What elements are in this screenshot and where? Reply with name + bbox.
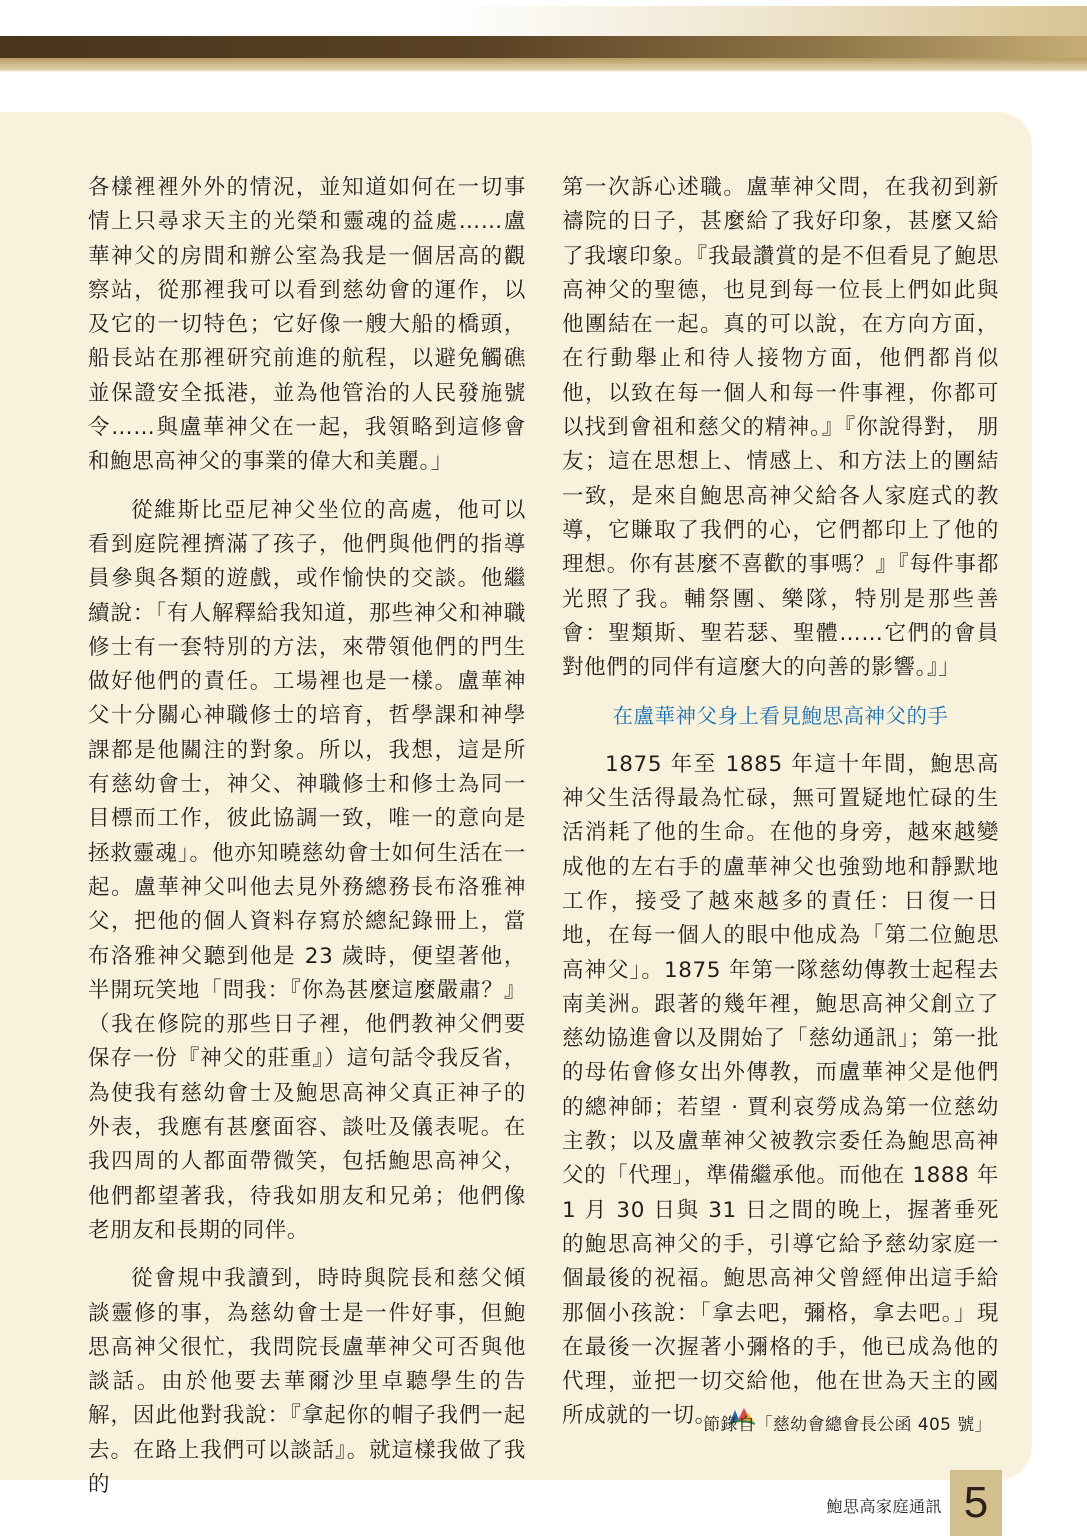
header-band-light <box>0 6 1087 36</box>
header-band-dark <box>0 36 1087 58</box>
left-paragraph-2: 從維斯比亞尼神父坐位的高處，他可以看到庭院裡擠滿了孩子，他們與他們的指導員參與各類的遊戲，或作愉快的交談。他繼續說：「有人解釋給我知道，那些神父和神職修士有一套特別的方法，來帶領他們的門生做好他們的責任。工場裡也是一樣。盧華神父十分關心神職修士的培育，哲學課和神學課都是他關注的對象。所以，我想，這是所有慈幼會士，神父、神職修士和修士為同一目標而工作，彼此協調一致，唯一的意向是拯救靈魂」。他亦知曉慈幼會士如何生活在一起。盧華神父叫他去見外務總務長布洛雅神父，把他的個人資料存寫於總紀錄冊上，當布洛雅神父聽到他是 23 歲時，便望著他，半開玩笑地「問我：『你為甚麼這麼嚴肅？』（我在修院的那些日子裡，他們教神父們要保存一份『神父的莊重』）這句話令我反省，為使我有慈幼會士及鮑思高神父真正神子的外表，我應有甚麼面容、談吐及儀表呢。在我四周的人都面帶微笑，包括鮑思高神父，他們都望著我，待我如朋友和兄弟；他們像老朋友和長期的同伴。 <box>88 497 526 1243</box>
right-paragraph-2 <box>562 748 999 1434</box>
publication-title: 鮑思高家庭通訊 <box>826 1497 942 1516</box>
left-paragraph-3: 從會規中我讀到，時時與院長和慈父傾談靈修的事，為慈幼會士是一件好事，但鮑思高神父很忙，我問院長盧華神父可否與他談話。由於他要去華爾沙里卓聽學生的告解，因此他對我說：『拿起你的帽子我們一起去。在路上我們可以談話』。就這樣我做了我的 <box>88 1266 526 1497</box>
source-note: 節錄自「慈幼會總會長公函 405 號」 <box>703 1415 992 1435</box>
right-paragraph-1: 第一次訴心述職。盧華神父問，在我初到新禱院的日子，甚麼給了我好印象，甚麼又給了我壞印象。『我最讚賞的是不但看見了鮑思高神父的聖德，也見到每一位長上們如此與他團結在一起。真的可以說，在方向方面，在行動舉止和待人接物方面，他們都肖似他，以致在每一個人和每一件事裡，你都可以找到會祖和慈父的精神。』『你說得對， 朋友；這在思想上、情感上、和方法上的團結一致，是來自鮑思高神父給各人家庭式的教導，它賺取了我們的心，它們都印上了他的理想。你有甚麼不喜歡的事嗎？』『每件事都光照了我。輔祭團、樂隊，特別是那些善會：聖類斯、聖若瑟、聖體……它們的會員對他們的同伴有這麼大的向善的影響。』」 <box>562 175 999 681</box>
right-column <box>562 171 999 1434</box>
header-band <box>0 0 1087 72</box>
left-paragraph-1: 各樣裡裡外外的情況，並知道如何在一切事情上只尋求天主的光榮和靈魂的益處……盧華神父的房間和辦公室為我是一個居高的觀察站，從那裡我可以看到慈幼會的運作，以及它的一切特色；它好像一艘大船的橋頭，船長站在那裡研究前進的航程，以避免觸礁並保證安全抵港，並為他管治的人民發施號令……與盧華神父在一起，我領略到這修會和鮑思高神父的事業的偉大和美麗。」 <box>88 175 526 475</box>
right-paragraph-2-text: 1875 年至 1885 年這十年間，鮑思高神父生活得最為忙碌，無可置疑地忙碌的生活消耗了他的生命。在他的身旁，越來越變成他的左右手的盧華神父也強勁地和靜默地工作，接受了越來越多的責任：日復一日地，在每一個人的眼中他成為「第二位鮑思高神父」。1875 年第一隊慈幼傳教士起程去南美洲。跟著的幾年裡，鮑思高神父創立了慈幼協進會以及開始了「慈幼通訊」；第一批的母佑會修女出外傳教，而盧華神父是他們的總神師；若望 · 賈利哀勞成為第一位慈幼主教；以及盧華神父被教宗委任為鮑思高神父的「代理」，準備繼承他。而他在 1888 年 1 月 30 日與 31 日之間的晚上，握著垂死的鮑思高神父的手，引導它給予慈幼家庭一個最後的祝福。鮑思高神父曾經伸出這手給那個小孩說：「拿去吧，彌格，拿去吧。」現在最後一次握著小彌格的手，他已成為他的代理，並把一切交給他，他在世為天主的國所成就的一切。 <box>562 751 999 1429</box>
left-column <box>88 171 526 1502</box>
page-number: 5 <box>950 1470 1002 1536</box>
section-subheading: 在盧華神父身上看見鮑思高神父的手 <box>612 704 949 729</box>
